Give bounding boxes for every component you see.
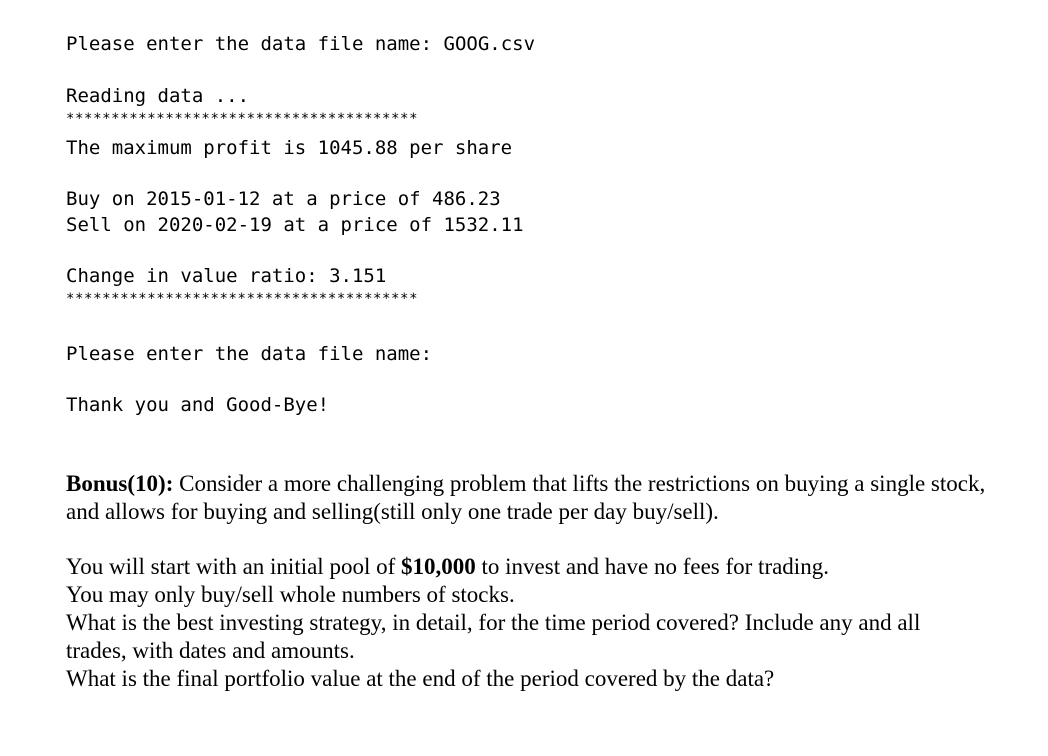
bonus-line-2: You may only buy/sell whole numbers of stocks. — [66, 582, 515, 607]
separator-top: *************************************** — [66, 111, 419, 127]
separator-bottom: *************************************** — [66, 291, 419, 307]
initial-amount: $10,000 — [401, 554, 476, 579]
bonus-line-1 — [66, 553, 986, 581]
reading-line: Reading data ... — [66, 85, 250, 107]
prompt-input-value: GOOG.csv — [443, 33, 536, 55]
prompt-label: Please enter the data file name: — [66, 33, 444, 55]
bonus-heading: Bonus(10): — [66, 471, 174, 496]
bonus-details — [66, 553, 986, 693]
prompt-line-1 — [66, 31, 535, 57]
sell-line: Sell on 2020-02-19 at a price of 1532.11 — [66, 214, 524, 236]
bonus-description: Consider a more challenging problem that lifts the restrictions on buying a single stock, and allows for buying and selling(still only one trade per day buy/sell). — [66, 471, 986, 524]
bonus-line-1-post: to invest and have no fees for trading. — [475, 554, 829, 579]
bonus-line-4: What is the final portfolio value at the end of the period covered by the data? — [66, 666, 775, 691]
bonus-paragraph — [66, 470, 986, 526]
ratio-line: Change in value ratio: 3.151 — [66, 265, 387, 287]
buy-line: Buy on 2015-01-12 at a price of 486.23 — [66, 188, 501, 210]
goodbye-line: Thank you and Good-Bye! — [66, 394, 330, 416]
bonus-line-1-pre: You will start with an initial pool of — [66, 554, 401, 579]
bonus-line-3: What is the best investing strategy, in detail, for the time period covered? Include any and all trades, with dates and amounts. — [66, 610, 921, 663]
max-profit-line: The maximum profit is 1045.88 per share — [66, 137, 513, 159]
prompt-line-2: Please enter the data file name: — [66, 343, 433, 365]
